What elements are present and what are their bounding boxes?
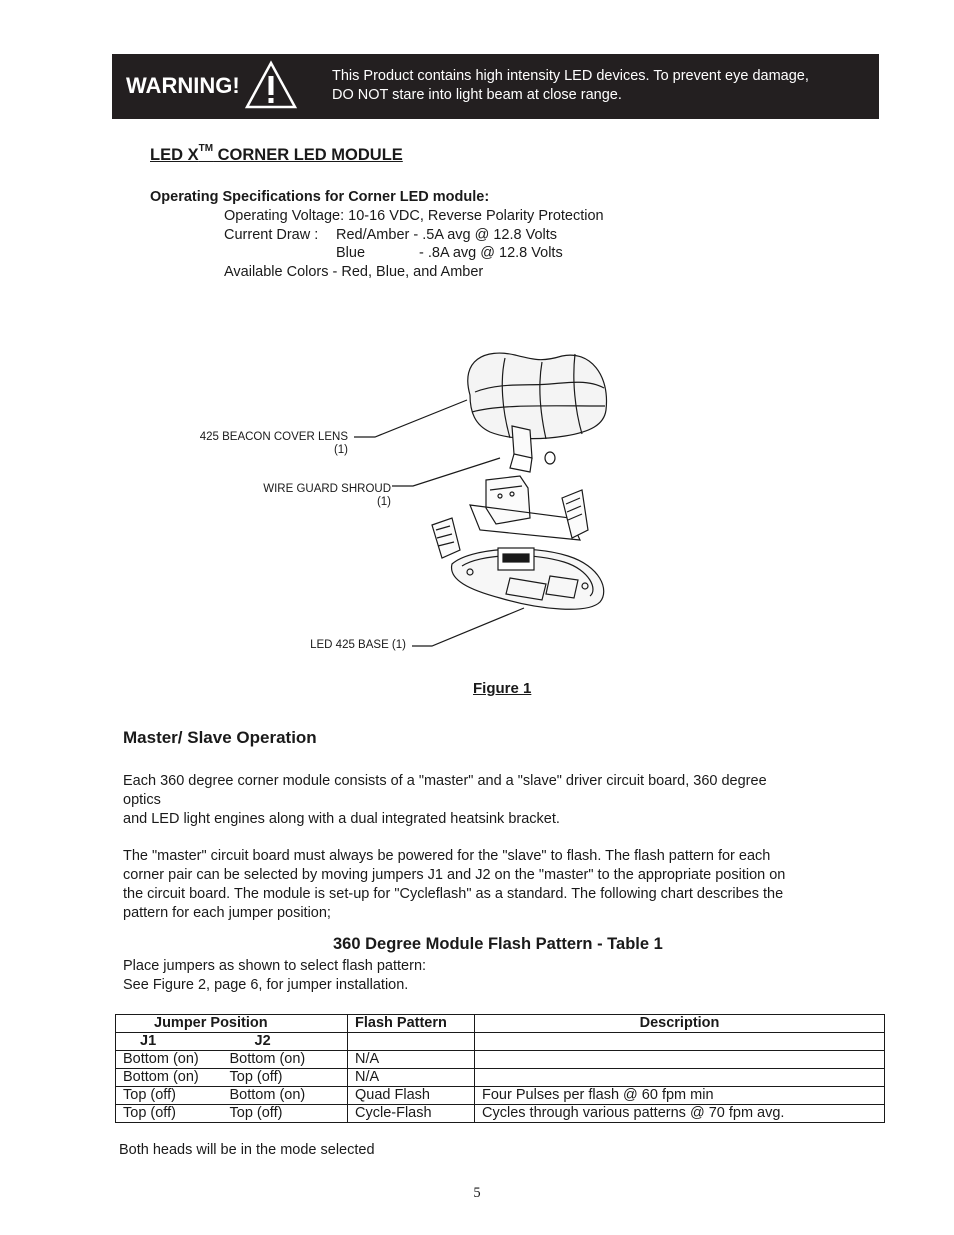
lens-qty: (1) (333, 444, 348, 456)
page-number: 5 (473, 1185, 481, 1201)
spec-colors: Available Colors - Red, Blue, and Amber (224, 264, 484, 280)
shroud-qty: (1) (376, 496, 391, 508)
cell-j2: Top (off) (223, 1069, 348, 1087)
module-title-suffix: CORNER LED MODULE (213, 146, 403, 164)
para2-line3: the circuit board. The module is set-up for "Cycleflash" as a standard. The following chart describes the (123, 886, 784, 902)
master-slave-paragraph-1 (123, 772, 838, 829)
cell-desc: Cycles through various patterns @ 70 fpm avg. (475, 1105, 885, 1123)
lens-callout (200, 431, 348, 457)
warning-line-1: This Product contains high intensity LED devices. To prevent eye damage, (332, 68, 809, 84)
footnote: Both heads will be in the mode selected (119, 1142, 375, 1158)
lens-label: 425 BEACON COVER LENS (199, 431, 348, 443)
cell-desc: Four Pulses per flash @ 60 fpm min (475, 1087, 885, 1105)
exclamation-triangle-icon (244, 60, 298, 110)
table-cell (475, 1033, 885, 1051)
para1-line3: and LED light engines along with a dual integrated heatsink bracket. (123, 811, 560, 827)
shroud-leader-line (392, 458, 500, 486)
figure-caption: Figure 1 (473, 680, 532, 697)
table-row (116, 1105, 885, 1123)
spec-current-red: Red/Amber - .5A avg @ 12.8 Volts (336, 227, 558, 243)
table-subheader-row (116, 1033, 885, 1051)
shroud-label: WIRE GUARD SHROUD (263, 483, 391, 495)
cell-flash: Cycle-Flash (348, 1105, 475, 1123)
table-cell (348, 1033, 475, 1051)
base-label: LED 425 BASE (1) (310, 639, 406, 651)
cell-flash: N/A (348, 1051, 475, 1069)
spec-blue-label: Blue (336, 245, 366, 261)
cell-j1: Bottom (on) (116, 1051, 223, 1069)
beacon-cover-lens-drawing (468, 353, 607, 439)
spec-heading: Operating Specifications for Corner LED module: (150, 189, 490, 205)
header-description: Description (475, 1015, 885, 1033)
header-jumper-position: Jumper Position (116, 1015, 348, 1033)
para2-line4: pattern for each jumper position; (123, 905, 331, 921)
para2-line2: corner pair can be selected by moving jumpers J1 and J2 on the "master" to the appropriate position on (123, 867, 786, 883)
cell-flash: N/A (348, 1069, 475, 1087)
warning-banner (112, 54, 879, 119)
table-note-1: Place jumpers as shown to select flash pattern: (123, 958, 427, 974)
spec-current-label: Current Draw : (224, 227, 319, 243)
master-slave-paragraph-2 (123, 847, 838, 923)
spec-voltage: Operating Voltage: 10-16 VDC, Reverse Polarity Protection (224, 208, 604, 224)
spec-blue-value: - .8A avg @ 12.8 Volts (419, 245, 563, 261)
table-row (116, 1051, 885, 1069)
warning-message (332, 67, 872, 105)
table-note-2: See Figure 2, page 6, for jumper installation. (123, 977, 409, 993)
header-j2: J2 (223, 1033, 348, 1051)
cell-j2: Bottom (on) (223, 1051, 348, 1069)
table-row (116, 1087, 885, 1105)
header-j1: J1 (116, 1033, 223, 1051)
table-row (116, 1069, 885, 1087)
cell-desc (475, 1069, 885, 1087)
cell-j2: Top (off) (223, 1105, 348, 1123)
para1-line1: Each 360 degree corner module consists of a "master" and a "slave" driver circuit board, 360 degree (123, 773, 767, 789)
master-slave-title: Master/ Slave Operation (123, 728, 317, 747)
cell-desc (475, 1051, 885, 1069)
cell-j1: Top (off) (116, 1105, 223, 1123)
para2-line1: The "master" circuit board must always be powered for the "slave" to flash. The flash pattern for each (123, 848, 771, 864)
flash-pattern-table (115, 1014, 885, 1123)
cell-j1: Top (off) (116, 1087, 223, 1105)
trademark-mark: TM (198, 143, 214, 154)
warning-line-2: DO NOT stare into light beam at close range. (332, 87, 622, 103)
shroud-callout (263, 483, 391, 509)
wire-guard-shroud-drawing (432, 426, 588, 558)
header-flash-pattern: Flash Pattern (348, 1015, 475, 1033)
module-title-prefix: LED X (150, 146, 199, 164)
table-header-row (116, 1015, 885, 1033)
led-base-drawing (452, 548, 604, 609)
base-callout (310, 639, 406, 652)
para1-line2: optics (123, 792, 161, 808)
cell-flash: Quad Flash (348, 1087, 475, 1105)
exploded-module-figure (170, 340, 630, 670)
cell-j2: Bottom (on) (223, 1087, 348, 1105)
warning-title: WARNING! (126, 73, 240, 98)
base-leader-line (412, 608, 524, 646)
table-title: 360 Degree Module Flash Pattern - Table 1 (333, 935, 663, 953)
cell-j1: Bottom (on) (116, 1069, 223, 1087)
module-title (150, 143, 403, 165)
lens-leader-line (354, 400, 467, 437)
